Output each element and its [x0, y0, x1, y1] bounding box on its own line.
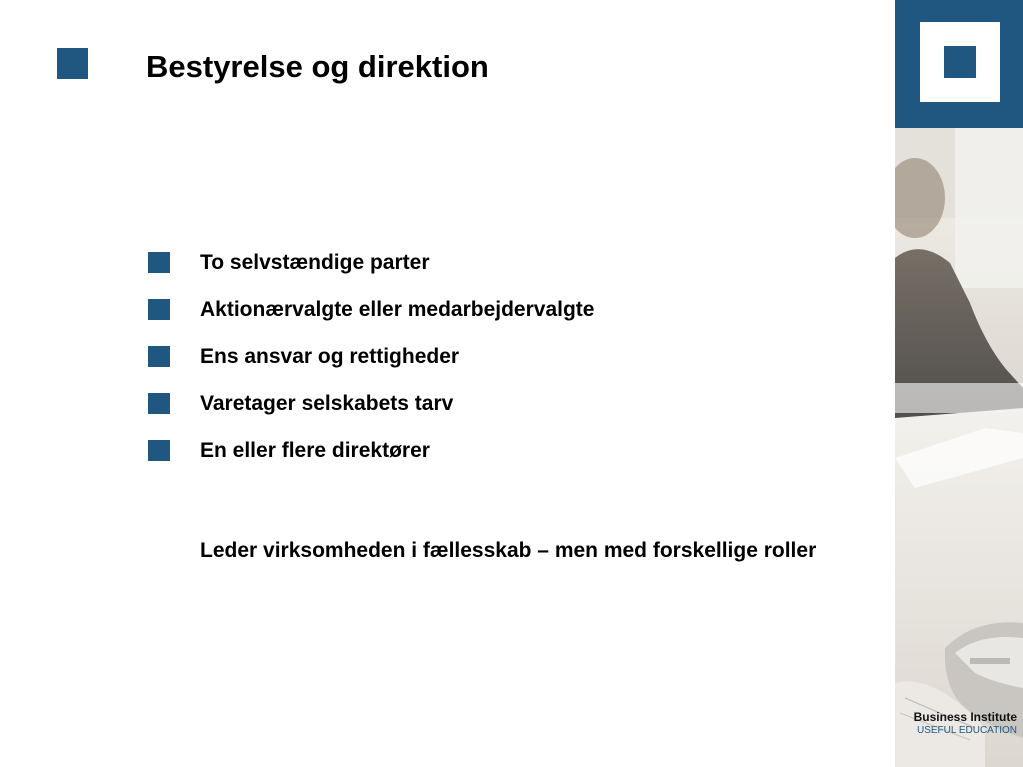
bullet-text: Varetager selskabets tarv: [200, 392, 454, 415]
side-panel: [895, 0, 1023, 767]
title-square-icon: [57, 48, 88, 79]
logo-inner-square: [944, 46, 976, 78]
bullet-list: [148, 248, 594, 483]
office-photo: [895, 128, 1023, 767]
bullet-item: [148, 295, 594, 342]
brand-tagline: USEFUL EDUCATION: [916, 725, 1017, 736]
square-bullet-icon: [148, 346, 170, 367]
summary-text: Leder virksomheden i fællesskab – men med forskellige roller: [200, 539, 817, 562]
square-logo-icon: [895, 0, 1023, 128]
bullet-item: [148, 436, 594, 483]
bullet-item: [148, 248, 594, 295]
bullet-item: [148, 389, 594, 436]
brand-name: Business Institute: [913, 710, 1017, 724]
square-bullet-icon: [148, 393, 170, 414]
bullet-item: [148, 342, 594, 389]
bullet-text: En eller flere direktører: [200, 439, 430, 462]
bullet-text: Aktionærvalgte eller medarbejdervalgte: [200, 298, 595, 321]
bullet-text: Ens ansvar og rettigheder: [200, 345, 460, 368]
office-photo-graphic: [895, 128, 1023, 767]
square-bullet-icon: [148, 252, 170, 273]
square-bullet-icon: [148, 299, 170, 320]
slide-title: Bestyrelse og direktion: [146, 49, 489, 84]
bullet-text: To selvstændige parter: [200, 251, 430, 274]
brand-block: [914, 710, 1017, 737]
logo-frame: [920, 22, 1000, 102]
square-bullet-icon: [148, 440, 170, 461]
